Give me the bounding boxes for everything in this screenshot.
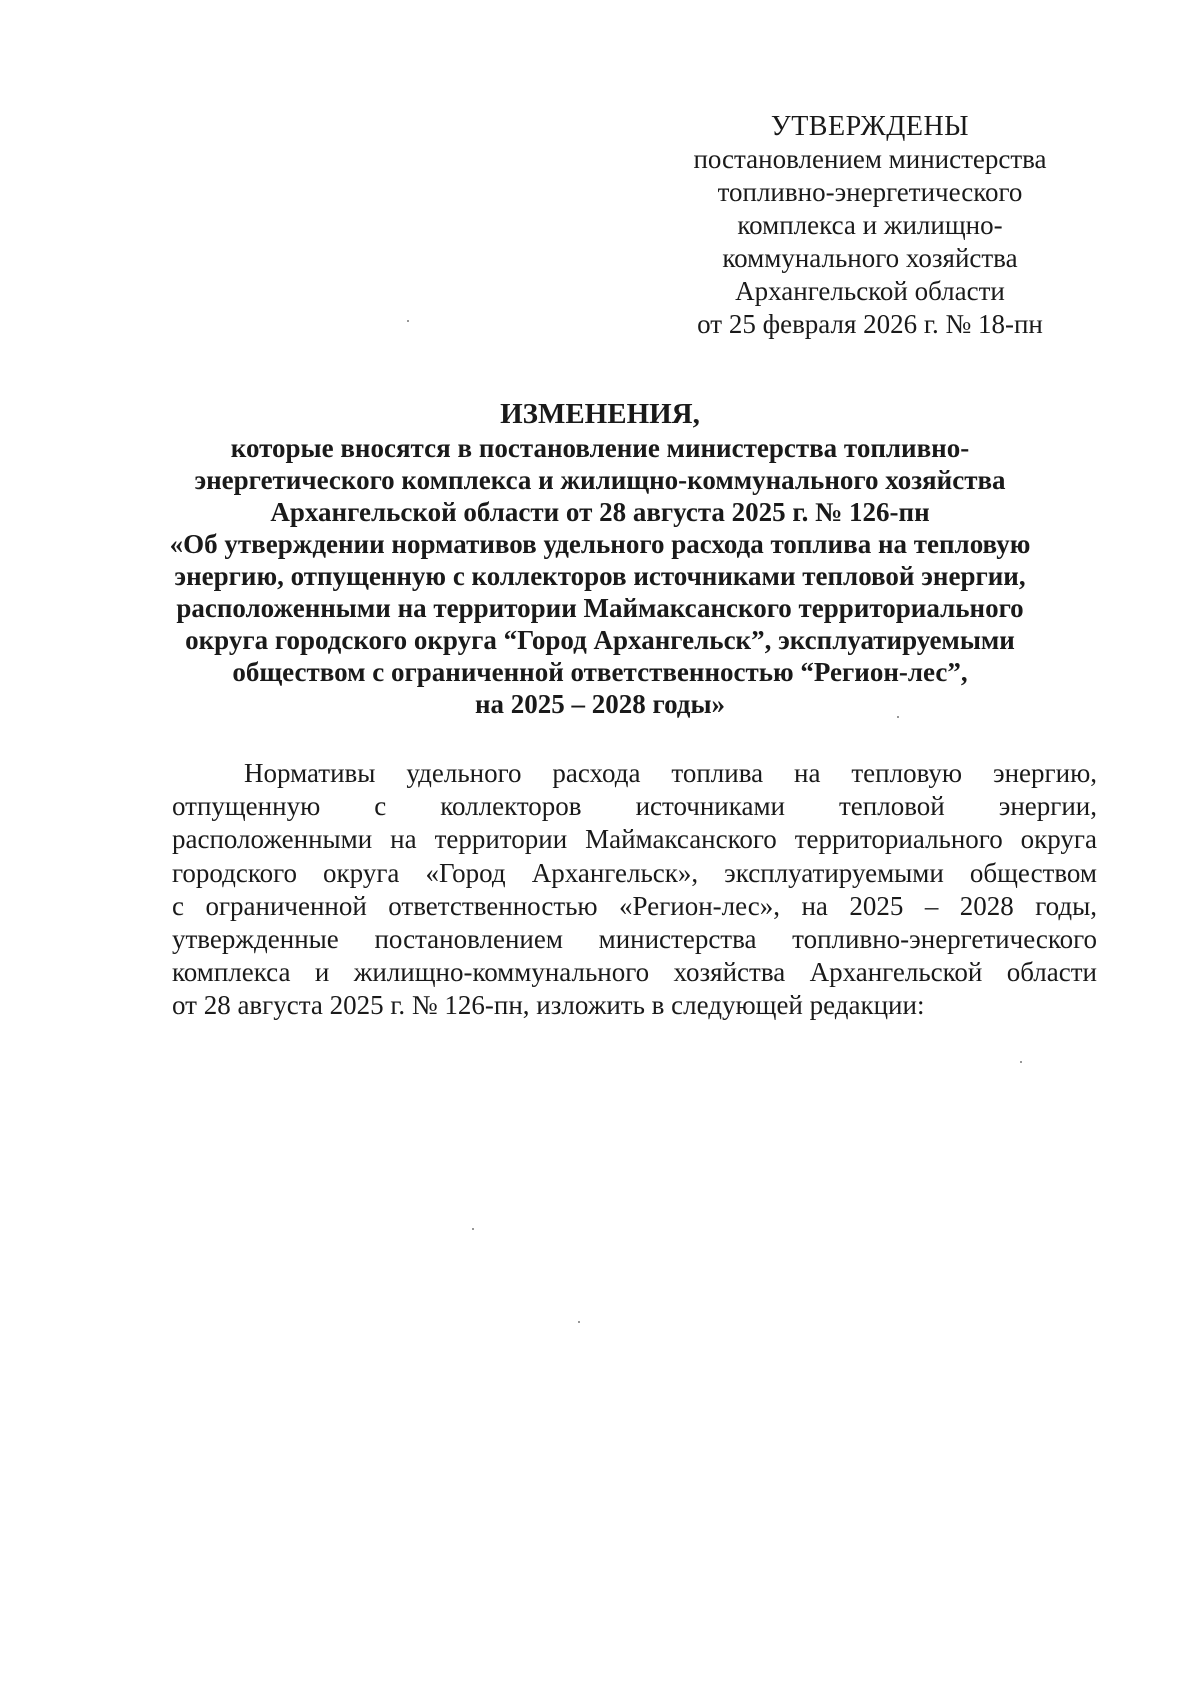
body-paragraph: [172, 757, 1097, 1023]
heading-line: «Об утверждении нормативов удельного расхода топлива на тепловую: [169, 529, 1031, 559]
paragraph-line: с ограниченной ответственностью «Регион-лес», на 2025 – 2028 годы,: [172, 890, 1097, 921]
scan-speck: [897, 716, 899, 718]
approval-line: топливно-энергетического: [717, 177, 1023, 207]
heading-title: ИЗМЕНЕНИЯ,: [500, 398, 700, 430]
heading-line: энергию, отпущенную с коллекторов источниками тепловой энергии,: [174, 561, 1026, 591]
scan-speck: [578, 1321, 580, 1323]
scan-speck: [472, 1228, 474, 1230]
heading-line: на 2025 – 2028 годы»: [474, 689, 726, 719]
approval-line: Архангельской области: [735, 276, 1005, 306]
scan-speck: [407, 320, 409, 322]
approval-line: комплекса и жилищно-: [737, 210, 1003, 240]
heading-line: которые вносятся в постановление министерства топливно-: [230, 433, 970, 463]
heading-line: обществом с ограниченной ответственностью “Регион-лес”,: [232, 657, 968, 687]
paragraph-line: отпущенную с коллекторов источниками тепловой энергии,: [172, 791, 1097, 822]
approval-date-line: от 25 февраля 2026 г. № 18-пн: [697, 309, 1043, 339]
heading-line: округа городского округа “Город Архангельск”, эксплуатируемыми: [185, 625, 1015, 655]
document-heading: [140, 398, 1060, 720]
paragraph-line: утвержденные постановлением министерства топливно-энергетического: [172, 924, 1097, 955]
heading-line: Архангельской области от 28 августа 2025 г. № 126-пн: [270, 497, 930, 527]
paragraph-line: от 28 августа 2025 г. № 126-пн, изложить в следующей редакции:: [172, 990, 925, 1021]
approval-line: постановлением министерства: [693, 144, 1047, 174]
paragraph-line: городского округа «Город Архангельск», эксплуатируемыми обществом: [172, 857, 1097, 888]
heading-line: расположенными на территории Маймаксанского территориального: [176, 593, 1024, 623]
scan-speck: [1020, 1061, 1022, 1063]
approval-block: [660, 110, 1080, 341]
approval-title: УТВЕРЖДЕНЫ: [770, 111, 970, 142]
heading-line: энергетического комплекса и жилищно-коммунального хозяйства: [194, 465, 1006, 495]
paragraph-line: комплекса и жилищно-коммунального хозяйства Архангельской области: [172, 957, 1097, 988]
paragraph-line: расположенными на территории Маймаксанского территориального округа: [172, 824, 1097, 855]
approval-line: коммунального хозяйства: [722, 243, 1018, 273]
paragraph-line: Нормативы удельного расхода топлива на тепловую энергию,: [244, 758, 1097, 788]
